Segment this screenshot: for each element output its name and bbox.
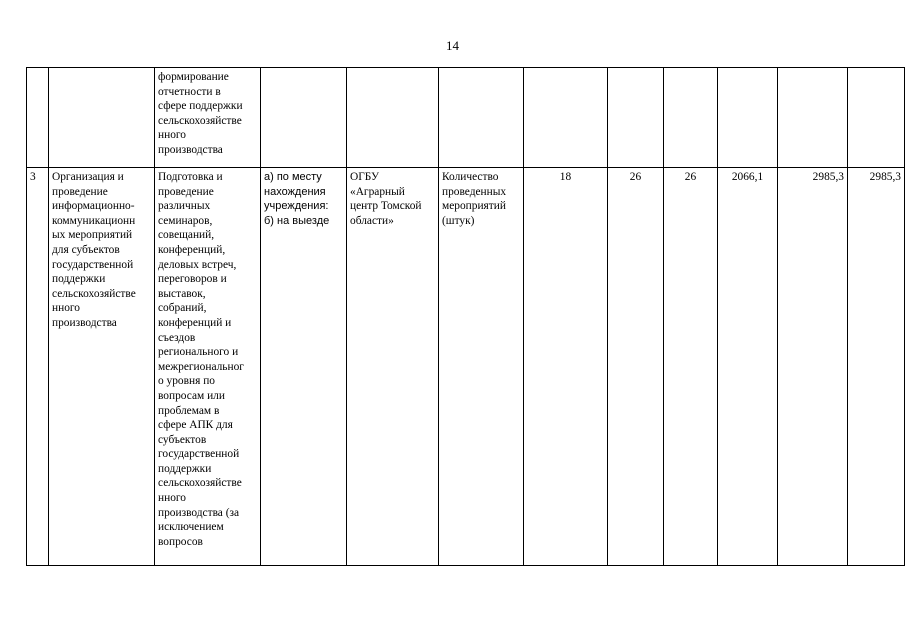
cell-description: Подготовка и проведение различных семинаров, совещаний, конференций, деловых встреч, переговоров и выставок, собраний, конференций и съездов регионального и межрегиональног о уровня по вопросам или проблемам в сфере АПК для субъектов государственной поддержки сельскохозяйстве нного производства (за исключением вопросов (155, 168, 261, 566)
program-table (26, 67, 905, 566)
cell-location (261, 68, 347, 168)
table-row-3 (27, 168, 905, 566)
cell-num: 3 (27, 168, 49, 566)
cell-indicator (439, 68, 524, 168)
cell-value6: 2985,3 (848, 168, 905, 566)
cell-value2 (608, 68, 664, 168)
cell-value3 (664, 68, 718, 168)
cell-description: формирование отчетности в сфере поддержки сельскохозяйстве нного производства (155, 68, 261, 168)
cell-value3: 26 (664, 168, 718, 566)
cell-indicator: Количество проведенных мероприятий (штук) (439, 168, 524, 566)
cell-value5 (778, 68, 848, 168)
cell-value5: 2985,3 (778, 168, 848, 566)
cell-value2: 26 (608, 168, 664, 566)
table-row-continued (27, 68, 905, 168)
cell-value1 (524, 68, 608, 168)
cell-name: Организация и проведение информационно- коммуникационн ых мероприятий для субъектов государственной поддержки сельскохозяйстве нного производства (49, 168, 155, 566)
page-number: 14 (446, 38, 459, 53)
cell-executor (347, 68, 439, 168)
cell-value1: 18 (524, 168, 608, 566)
cell-location: а) по месту нахождения учреждения: б) на выезде (261, 168, 347, 566)
cell-executor: ОГБУ «Аграрный центр Томской области» (347, 168, 439, 566)
cell-value6 (848, 68, 905, 168)
cell-value4: 2066,1 (718, 168, 778, 566)
cell-num (27, 68, 49, 168)
cell-name (49, 68, 155, 168)
cell-value4 (718, 68, 778, 168)
